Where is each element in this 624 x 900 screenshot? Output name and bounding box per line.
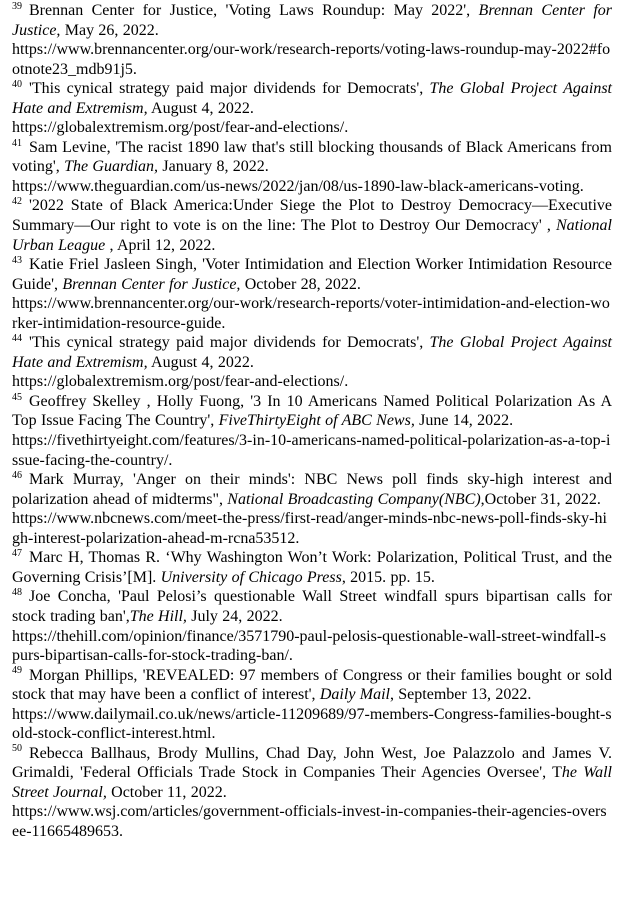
- footnote-41: [12, 138, 612, 197]
- citation-text: ,October 31, 2022.: [480, 490, 601, 508]
- citation-text: '2022 State of Black America:Under Siege the Plot to Destroy Democracy—Executive Summary—Our right to vote is on the line: The Plot to Destroy Our Democracy' ,: [12, 197, 612, 235]
- footnote-number: 39: [12, 0, 22, 12]
- citation-url: https://www.brennancenter.org/our-work/research-reports/voting-laws-roundup-may-2022#footnote23_mdb91j5.: [12, 41, 611, 78]
- citation-text: , September 13, 2022.: [389, 686, 532, 704]
- footnote-number: 40: [12, 78, 22, 90]
- footnote-number: 50: [12, 743, 22, 755]
- footnote-number: 46: [12, 469, 22, 481]
- citation-url: https://www.theguardian.com/us-news/2022/jan/08/us-1890-law-black-americans-voting.: [12, 177, 584, 195]
- citation-text: Sam Levine, 'The racist 1890 law that's still blocking thousands of Black Americans from voting',: [12, 138, 612, 176]
- footnote-39: [12, 1, 612, 79]
- footnote-number: 44: [12, 332, 22, 344]
- source-title: The Global Project Against Hate and Extremism,: [12, 80, 612, 117]
- footnote-48: [12, 587, 612, 665]
- citation-text: , April 12, 2022.: [105, 236, 216, 254]
- footnote-number: 43: [12, 254, 22, 266]
- citation-url: https://www.brennancenter.org/our-work/research-reports/voter-intimidation-and-election-worker-intimidation-resource-guide.: [12, 295, 610, 332]
- source-title: The Global Project Against Hate and Extremism,: [12, 334, 612, 371]
- footnote-46: [12, 470, 612, 548]
- citation-text: Rebecca Ballhaus, Brody Mullins, Chad Day, John West, Joe Palazzolo and James V. Grimaldi, 'Federal Officials Trade Stock in Companies Their Agencies Oversee', T: [12, 744, 612, 782]
- citation-text: Joe Concha, 'Paul Pelosi’s questionable Wall Street windfall spurs bipartisan calls for stock trading ban',: [12, 588, 612, 625]
- footnote-number: 42: [12, 196, 22, 208]
- footnote-45: [12, 392, 612, 470]
- footnotes-list: [12, 1, 612, 842]
- citation-url: https://www.dailymail.co.uk/news/article-11209689/97-members-Congress-families-bought-sold-stock-conflict-interest.html.: [12, 705, 612, 743]
- footnote-49: [12, 666, 612, 744]
- citation-url: https://thehill.com/opinion/finance/3571790-paul-pelosis-questionable-wall-street-windfall-spurs-bipartisan-calls-for-stock-trading-ban/.: [12, 627, 607, 665]
- citation-text: Mark Murray, 'Anger on their minds': NBC News poll finds sky-high interest and polarization ahead of midterms",: [12, 471, 612, 508]
- citation-text: Marc H, Thomas R. ‘Why Washington Won’t Work: Polarization, Political Trust, and the Governing Crisis’[M].: [12, 549, 612, 586]
- citation-text: October 11, 2022.: [106, 783, 227, 801]
- footnote-44: [12, 333, 612, 392]
- footnote-number: 47: [12, 547, 22, 559]
- citation-text: 'This cynical strategy paid major dividends for Democrats',: [29, 80, 430, 98]
- source-title: he Wall Street Journal,: [12, 764, 613, 801]
- citation-url: https://www.nbcnews.com/meet-the-press/first-read/anger-minds-nbc-news-poll-finds-sky-high-interest-polarization-ahead-m-rcna53512.: [12, 510, 607, 547]
- citation-url: https://www.wsj.com/articles/government-officials-invest-in-companies-their-agencies-oversee-11665489653.: [12, 803, 607, 840]
- source-title: National Broadcasting Company(NBC): [227, 490, 481, 508]
- citation-text: October 28, 2022.: [240, 275, 361, 293]
- footnote-47: [12, 548, 612, 587]
- source-title: FiveThirtyEight of ABC News,: [218, 412, 415, 430]
- citation-text: June 14, 2022.: [414, 412, 514, 430]
- footnote-number: 49: [12, 665, 22, 677]
- source-title: Brennan Center for Justice,: [12, 2, 612, 39]
- source-title: Daily Mail: [319, 686, 390, 704]
- citation-text: January 8, 2022.: [158, 158, 269, 176]
- footnote-40: [12, 79, 612, 138]
- source-title: Brennan Center for Justice,: [62, 275, 241, 293]
- footnote-50: [12, 744, 612, 842]
- citation-text: 'This cynical strategy paid major dividends for Democrats',: [29, 334, 430, 352]
- source-title: The Guardian,: [64, 158, 159, 176]
- source-title: National Urban League: [12, 217, 612, 254]
- citation-text: , 2015. pp. 15.: [341, 568, 435, 586]
- citation-text: Geoffrey Skelley , Holly Fuong, '3 In 10 Americans Named Political Polarization As A Top Issue Facing The Country',: [12, 392, 612, 430]
- citation-text: Brennan Center for Justice, 'Voting Laws Roundup: May 2022',: [29, 2, 479, 19]
- source-title: The Hill,: [129, 607, 187, 625]
- footnote-number: 41: [12, 137, 22, 149]
- citation-text: July 24, 2022.: [186, 607, 283, 625]
- citation-text: May 26, 2022.: [60, 21, 159, 39]
- citation-url: https://globalextremism.org/post/fear-and-elections/.: [12, 373, 349, 391]
- footnote-43: [12, 255, 612, 333]
- citation-text: Morgan Phillips, 'REVEALED: 97 members of Congress or their families bought or sold stock that may have been a conflict of interest',: [12, 666, 612, 704]
- footnote-number: 48: [12, 587, 22, 599]
- footnote-number: 45: [12, 391, 22, 403]
- citation-text: August 4, 2022.: [147, 99, 254, 117]
- source-title: University of Chicago Press: [160, 568, 342, 586]
- citation-url: https://fivethirtyeight.com/features/3-in-10-americans-named-political-polarization-as-a-top-issue-facing-the-country/.: [12, 432, 611, 469]
- citation-text: August 4, 2022.: [147, 353, 254, 371]
- citation-url: https://globalextremism.org/post/fear-and-elections/.: [12, 119, 349, 137]
- citation-text: Katie Friel Jasleen Singh, 'Voter Intimidation and Election Worker Intimidation Resource Guide',: [12, 256, 612, 293]
- footnote-42: [12, 196, 612, 255]
